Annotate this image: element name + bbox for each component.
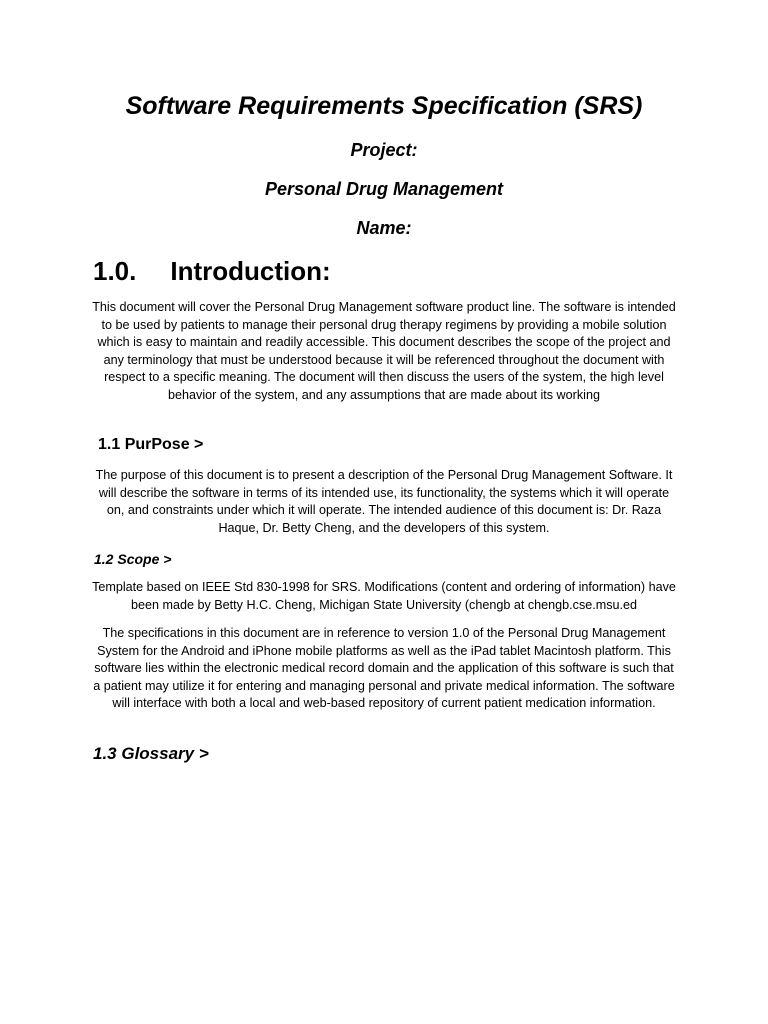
introduction-number: 1.0. — [93, 256, 137, 286]
scope-paragraph-specifications: The specifications in this document are in reference to version 1.0 of the Personal Drug Management System for the Android and iPhone mobile platforms as well as the iPad tablet Macintosh platform. This software lies within the electronic medical record domain and the application of this software is such that a patient may utilize it for entering and managing personal and private medical information. The software will interface with both a local and web-based repository of current patient medication information. — [93, 626, 675, 711]
name-label: Name: — [356, 218, 412, 238]
purpose-paragraph: The purpose of this document is to present a description of the Personal Drug Management Software. It will describe the software in terms of its intended use, its functionality, the systems which it will operate on, and constraints under which it will operate. The intended audience of this document is: Dr. Raza Haque, Dr. Betty Cheng, and the developers of this system. — [95, 468, 673, 535]
introduction-paragraph: This document will cover the Personal Drug Management software product line. The software is intended to be used by patients to manage their personal drug therapy regimens by providing a mobile solution which is easy to maintain and readily accessible. This document describes the scope of the project and any terminology that must be understood because it will be referenced throughout the document with respect to a specific meaning. The document will then discuss the users of the system, the high level behavior of the system, and any assumptions that are made about its working — [92, 300, 676, 402]
project-label: Project: — [350, 140, 418, 160]
glossary-heading: 1.3 Glossary > — [93, 744, 209, 763]
introduction-heading — [93, 252, 331, 290]
scope-heading: 1.2 Scope > — [94, 551, 172, 567]
purpose-heading: 1.1 PurPose > — [98, 436, 204, 453]
scope-paragraph-template: Template based on IEEE Std 830-1998 for SRS. Modifications (content and ordering of information) have been made by Betty H.C. Cheng, Michigan State University (chengb at chengb.cse.msu.ed — [92, 580, 676, 612]
document-title: Software Requirements Specification (SRS) — [125, 92, 643, 120]
project-name: Personal Drug Management — [264, 179, 504, 199]
introduction-title: Introduction: — [170, 256, 331, 286]
